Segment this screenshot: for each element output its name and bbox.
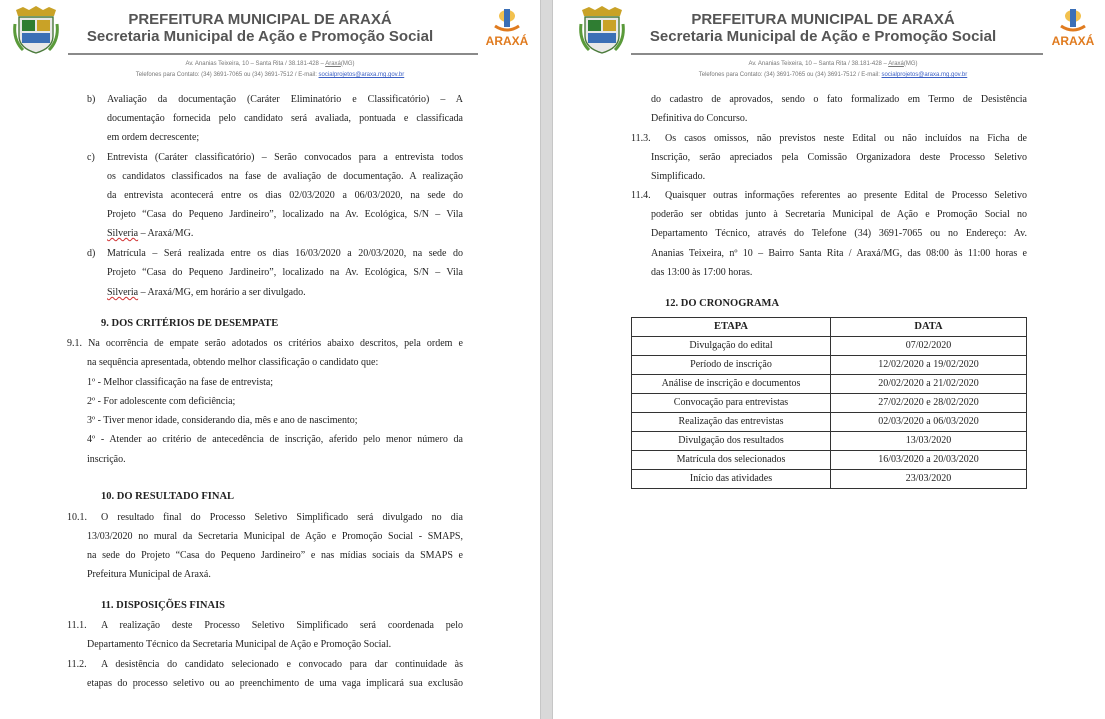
schedule-table — [631, 317, 1027, 489]
text-line: Departamento Técnico da Secretaria Municipal de Ação e Promoção Social. — [87, 639, 392, 650]
header-address: Av. Ananias Teixeira, 10 – Santa Rita / 38.181-428 – Araxá(MG) — [185, 61, 355, 67]
araxa-logo — [483, 4, 531, 48]
text-line: do cadastro de aprovados, sendo o fato formalizado em Termo de Desistência — [651, 94, 1027, 105]
header-address: Av. Ananias Teixeira, 10 – Santa Rita / 38.181-428 – Araxá(MG) — [748, 61, 918, 67]
criterion-1: 1º - Melhor classificação na fase de entrevista; — [87, 377, 274, 388]
logo-text: ARAXÁ — [1051, 34, 1095, 48]
text-line: poderão ser obtidas junto à Secretaria Municipal de Ação e Promoção Social no — [651, 209, 1027, 220]
text-line: Os casos omissos, não previstos neste Edital ou não incluídos na Ficha de — [665, 133, 1027, 144]
cell-etapa: Convocação para entrevistas — [632, 394, 831, 413]
text-line: A desistência do candidato selecionado e convocado para dar continuidade às — [101, 659, 463, 670]
header-title-block — [613, 11, 1033, 46]
header-subtitle: Secretaria Municipal de Ação e Promoção Social — [86, 28, 434, 45]
text-line: em ordem decrescente; — [107, 132, 200, 143]
text-line: A realização deste Processo Seletivo Simplificado será coordenada pelo — [101, 620, 463, 631]
cell-data: 23/03/2020 — [831, 470, 1027, 489]
text-line: inscrição. — [87, 454, 126, 465]
page-gutter — [540, 0, 553, 719]
text-line: Prefeitura Municipal de Araxá. — [87, 569, 211, 580]
text-line: os candidatos classificados na fase de avaliação de documentação. A realização — [107, 171, 463, 182]
text-line: Matrícula – Será realizada entre os dias 16/03/2020 a 20/03/2020, na sede do — [107, 248, 463, 259]
cell-data: 13/03/2020 — [831, 432, 1027, 451]
column-header-etapa: ETAPA — [632, 318, 831, 337]
section-heading-11: 11. DISPOSIÇÕES FINAIS — [101, 600, 225, 611]
table-row — [632, 356, 1027, 375]
header-title: PREFEITURA MUNICIPAL DE ARAXÁ — [691, 11, 955, 28]
column-header-data: DATA — [831, 318, 1027, 337]
table-row — [632, 432, 1027, 451]
text-line: Silveria – Araxá/MG. — [107, 228, 194, 239]
header-contact — [613, 59, 1053, 81]
clause-marker: 11.4. — [631, 190, 651, 201]
email-link[interactable]: socialprojetos@araxa.mg.gov.br — [318, 72, 405, 78]
cell-etapa: Matrícula dos selecionados — [632, 451, 831, 470]
text-line: Projeto “Casa do Pequeno Jardineiro”, localizado na Av. Ecológica, S/N – Vila — [107, 267, 463, 278]
text-line: da entrevista acontecerá entre os dias 02/03/2020 a 06/03/2020, na sede do — [107, 190, 463, 201]
item-d-marker: d) — [87, 248, 96, 259]
table-row — [632, 375, 1027, 394]
cell-data: 20/02/2020 a 21/02/2020 — [831, 375, 1027, 394]
cell-data: 07/02/2020 — [831, 337, 1027, 356]
header-subtitle: Secretaria Municipal de Ação e Promoção Social — [649, 28, 997, 45]
cell-etapa: Divulgação dos resultados — [632, 432, 831, 451]
text-line: Entrevista (Caráter classificatório) – Serão convocados para a entrevista todos — [107, 152, 463, 163]
text-line: na sede do Projeto “Casa do Pequeno Jardineiro” e nas mídias sociais da SMAPS e — [87, 550, 463, 561]
section-heading-9: 9. DOS CRITÉRIOS DE DESEMPATE — [101, 318, 279, 329]
cell-etapa: Período de inscrição — [632, 356, 831, 375]
criterion-3: 3º - Tiver menor idade, considerando dia, mês e ano de nascimento; — [87, 415, 358, 426]
text-line: 13/03/2020 no mural da Secretaria Municipal de Ação e Promoção Social - SMAPS, — [87, 531, 463, 542]
table-row — [632, 413, 1027, 432]
text-line: O resultado final do Processo Seletivo Simplificado será divulgado no dia — [101, 512, 463, 523]
clause-marker: 11.3. — [631, 133, 651, 144]
cell-data: 12/02/2020 a 19/02/2020 — [831, 356, 1027, 375]
text-line: Simplificado. — [651, 171, 706, 182]
cell-data: 27/02/2020 e 28/02/2020 — [831, 394, 1027, 413]
text-line: Avaliação da documentação (Caráter Eliminatório e Classificatório) – A — [107, 94, 463, 105]
araxa-logo — [1049, 4, 1097, 48]
cell-etapa: Início das atividades — [632, 470, 831, 489]
table-row — [632, 451, 1027, 470]
clause-marker: 11.2. — [67, 659, 87, 670]
text-line: etapas do processo seletivo ou ao preenchimento de uma vaga implicará sua exclusão — [87, 678, 463, 689]
text-line: Projeto “Casa do Pequeno Jardineiro”, localizado na Av. Ecológica, S/N – Vila — [107, 209, 463, 220]
text-line: Quaisquer outras informações referentes ao presente Edital de Processo Seletivo — [665, 190, 1027, 201]
header-title-block — [50, 11, 470, 46]
header-phones: Telefones para Contato: (34) 3691-7065 ou (34) 3691-7512 / E-mail: socialprojetos@araxa.mg.gov.br — [135, 72, 405, 78]
table-row — [632, 394, 1027, 413]
cell-data: 16/03/2020 a 20/03/2020 — [831, 451, 1027, 470]
text-line: Definitiva do Concurso. — [651, 113, 748, 124]
section-heading-10: 10. DO RESULTADO FINAL — [101, 491, 235, 502]
header-rule — [68, 53, 478, 55]
table-row — [632, 337, 1027, 356]
criterion-2: 2º - For adolescente com deficiência; — [87, 396, 236, 407]
document-page-left — [0, 0, 540, 719]
text-line: Inscrição, serão apreciados pela Comissão Organizadora deste Processo Seletivo — [651, 152, 1027, 163]
text-line: Departamento Técnico, através do Telefone (34) 3691-7065 ou no Endereço: Av. — [651, 228, 1027, 239]
item-b-marker: b) — [87, 94, 96, 105]
section-heading-12: 12. DO CRONOGRAMA — [665, 298, 780, 309]
document-page-right — [553, 0, 1105, 719]
header-title: PREFEITURA MUNICIPAL DE ARAXÁ — [128, 11, 392, 28]
text-line: Ananias Teixeira, nº 10 – Bairro Santa Rita / Araxá/MG, das 08:00 às 11:00 horas e — [651, 248, 1027, 259]
criterion-4: 4º - Atender ao critério de antecedência de inscrição, aferido pelo menor número da — [87, 434, 463, 445]
header-contact — [50, 59, 490, 81]
text-line: documentação fornecida pelo candidato será avaliada, pontuada e classificada — [107, 113, 463, 124]
email-link[interactable]: socialprojetos@araxa.mg.gov.br — [881, 72, 968, 78]
table-header-row — [632, 318, 1027, 337]
item-c-marker: c) — [87, 152, 95, 163]
logo-text: ARAXÁ — [485, 34, 529, 48]
cell-data: 02/03/2020 a 06/03/2020 — [831, 413, 1027, 432]
header-phones: Telefones para Contato: (34) 3691-7065 ou (34) 3691-7512 / E-mail: socialprojetos@araxa.mg.gov.br — [698, 72, 968, 78]
clause-marker: 11.1. — [67, 620, 87, 631]
text-line: Silveria – Araxá/MG, em horário a ser divulgado. — [107, 287, 306, 298]
text-line: na sequência apresentada, obtendo melhor classificação o candidato que: — [87, 357, 379, 368]
cell-etapa: Análise de inscrição e documentos — [632, 375, 831, 394]
text-line: das 13:00 às 17:00 horas. — [651, 267, 753, 278]
header-rule — [631, 53, 1043, 55]
cell-etapa: Divulgação do edital — [632, 337, 831, 356]
clause-marker: 10.1. — [67, 512, 87, 523]
table-row — [632, 470, 1027, 489]
cell-etapa: Realização das entrevistas — [632, 413, 831, 432]
text-line: 9.1. Na ocorrência de empate serão adotados os critérios abaixo descritos, pela ordem e — [67, 338, 463, 349]
